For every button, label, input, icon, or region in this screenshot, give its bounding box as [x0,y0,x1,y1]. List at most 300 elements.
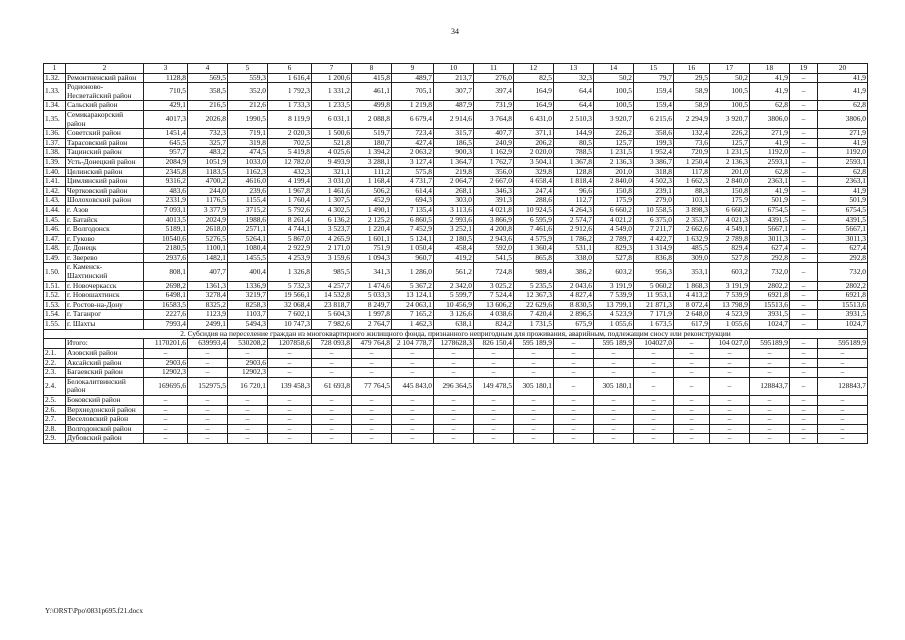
value-cell: 824,2 [474,320,514,330]
value-cell: – [818,424,868,434]
value-cell: – [750,405,790,415]
table-row [44,73,868,83]
value-cell: 7 093,1 [144,205,188,215]
value-cell: 4 021,3 [710,215,750,225]
value-cell: 1 360,4 [514,244,554,254]
value-cell: 407,7 [188,263,228,281]
value-cell: – [434,395,474,405]
value-cell: 386,2 [554,263,594,281]
value-cell: 445 843,0 [392,377,434,395]
value-cell: – [514,368,554,378]
value-cell: – [144,395,188,405]
value-cell: 1 760,4 [268,196,312,206]
value-cell: 309,0 [674,253,710,263]
value-cell: 2937,6 [144,253,188,263]
value-cell: 371,1 [514,129,554,139]
value-cell: 4 413,2 [674,291,710,301]
table-row [44,395,868,405]
value-cell: – [474,395,514,405]
value-cell: 2 104 778,7 [392,339,434,349]
row-number-cell: 1.38. [44,148,66,158]
value-cell: – [790,205,818,215]
value-cell: – [710,358,750,368]
value-cell: 732,3 [188,129,228,139]
value-cell: 19 [790,64,818,74]
budget-table-container [43,63,866,444]
territory-name-cell: г. Ростов-на-Дону [66,300,144,310]
value-cell: 595189,9 [818,339,868,349]
value-cell: 595189,9 [750,339,790,349]
value-cell: – [750,358,790,368]
value-cell: – [634,405,674,415]
value-cell: 3278,4 [188,291,228,301]
value-cell: 731,9 [474,101,514,111]
table-row [44,310,868,320]
table-row [44,167,868,177]
value-cell: – [594,358,634,368]
value-cell: 5189,1 [144,225,188,235]
value-cell: 1 731,5 [514,320,554,330]
value-cell: 6921,8 [818,291,868,301]
value-cell: – [674,368,710,378]
value-cell: – [514,405,554,415]
value-cell: 2 574,7 [554,215,594,225]
value-cell: 4 523,9 [594,310,634,320]
territory-name-cell: г. Каменск-Шахтинский [66,263,144,281]
value-cell: – [554,368,594,378]
value-cell: – [674,395,710,405]
value-cell: 292,8 [750,253,790,263]
value-cell: 288,6 [514,196,554,206]
value-cell: – [790,320,818,330]
value-cell: – [434,434,474,444]
row-number-cell: 1.43. [44,196,66,206]
row-number-cell: 1.35. [44,110,66,128]
value-cell: 325,7 [188,138,228,148]
value-cell: – [554,349,594,359]
value-cell: 603,2 [710,263,750,281]
value-cell: 645,5 [144,138,188,148]
value-cell: 307,7 [434,83,474,101]
value-cell: – [554,405,594,415]
value-cell: 1 364,7 [434,157,474,167]
row-number-cell: 1.36. [44,129,66,139]
value-cell: 595 189,9 [594,339,634,349]
value-cell: 7 524,4 [474,291,514,301]
value-cell: 216,5 [188,101,228,111]
value-cell: 117,8 [674,167,710,177]
value-cell: 724,8 [474,263,514,281]
value-cell: – [392,405,434,415]
value-cell: 429,1 [144,101,188,111]
value-cell: 638,1 [434,320,474,330]
value-cell: – [268,395,312,405]
value-cell: – [228,434,268,444]
value-cell: 1 474,6 [352,281,392,291]
territory-name-cell: Верхнедонской район [66,405,144,415]
value-cell: 125,7 [710,138,750,148]
value-cell: 1 632,9 [674,234,710,244]
value-cell: – [434,415,474,425]
value-cell: 1 219,8 [392,101,434,111]
value-cell: 6 660,2 [594,205,634,215]
territory-name-cell: Ремонтненский район [66,73,144,83]
value-cell: – [790,395,818,405]
value-cell: 3715,2 [228,205,268,215]
value-cell: 1 733,3 [268,101,312,111]
value-cell: – [790,415,818,425]
territory-name-cell: Шолоховский район [66,196,144,206]
value-cell: – [790,73,818,83]
value-cell: 3 377,9 [188,205,228,215]
value-cell: 461,1 [352,83,392,101]
value-cell: 5 060,2 [634,281,674,291]
value-cell: 1990,5 [228,110,268,128]
value-cell: – [818,434,868,444]
value-cell: 1 220,4 [352,225,392,235]
value-cell: – [268,415,312,425]
row-number-cell: 2.2. [44,358,66,368]
value-cell: 358,6 [634,129,674,139]
value-cell: 569,5 [188,73,228,83]
value-cell: 1 055,6 [594,320,634,330]
value-cell: 5 033,3 [352,291,392,301]
value-cell: 1183,5 [188,167,228,177]
value-cell: 19 566,1 [268,291,312,301]
table-row [44,196,868,206]
section-title-row [44,329,868,339]
value-cell: – [710,434,750,444]
value-cell: 16 720,1 [228,377,268,395]
value-cell: 3 031,0 [312,177,352,187]
value-cell: – [790,215,818,225]
value-cell: 400,4 [228,263,268,281]
value-cell: 2802,2 [818,281,868,291]
value-cell: 3 920,7 [594,110,634,128]
value-cell: – [594,415,634,425]
value-cell: 5494,3 [228,320,268,330]
value-cell: 1 616,4 [268,73,312,83]
value-cell: 1 231,5 [710,148,750,158]
value-cell: 18 [750,64,790,74]
value-cell: 305 180,1 [594,377,634,395]
value-cell: – [312,434,352,444]
value-cell: 4 827,4 [554,291,594,301]
value-cell: 62,8 [818,167,868,177]
value-cell: 2331,9 [144,196,188,206]
value-cell: 50,2 [594,73,634,83]
value-cell: 732,0 [818,263,868,281]
value-cell: 4017,3 [144,110,188,128]
value-cell: 150,8 [710,186,750,196]
value-cell: 6 595,9 [514,215,554,225]
table-row [44,300,868,310]
value-cell: 7 [312,64,352,74]
value-cell: 7 211,7 [634,225,674,235]
value-cell: 80,5 [554,138,594,148]
value-cell: 128,8 [554,167,594,177]
file-path-footer: Y:\ORST\Ppo\0831p695.f21.docx [45,607,143,615]
value-cell: 6921,8 [750,291,790,301]
value-cell: – [392,349,434,359]
value-cell: 1 868,3 [674,281,710,291]
value-cell: 2 789,7 [594,234,634,244]
value-cell: 788,5 [554,148,594,158]
value-cell: – [554,434,594,444]
value-cell: – [674,405,710,415]
value-cell: – [268,434,312,444]
value-cell: 2 064,7 [434,177,474,187]
value-cell: – [268,405,312,415]
value-cell: 527,8 [594,253,634,263]
value-cell: 527,8 [710,253,750,263]
value-cell: 13 798,9 [710,300,750,310]
value-cell: 479 764,8 [352,339,392,349]
value-cell: 7 461,6 [514,225,554,235]
row-number-cell: 1.33. [44,83,66,101]
value-cell: 2618,0 [188,225,228,235]
value-cell: – [474,405,514,415]
value-cell: 2 180,5 [434,234,474,244]
value-cell: 4 253,9 [268,253,312,263]
value-cell: 352,0 [228,83,268,101]
table-row [44,263,868,281]
value-cell: 3 386,7 [634,157,674,167]
value-cell: 7993,4 [144,320,188,330]
value-cell: 244,0 [188,186,228,196]
value-cell: 2026,8 [188,110,228,128]
value-cell: 58,9 [674,101,710,111]
value-cell: – [790,225,818,235]
value-cell: 4 199,4 [268,177,312,187]
value-cell: 4 265,9 [312,234,352,244]
value-cell: 125,7 [594,138,634,148]
value-cell: – [790,300,818,310]
row-number-cell: 1.51. [44,281,66,291]
value-cell: – [188,358,228,368]
value-cell: 3931,5 [750,310,790,320]
value-cell: – [674,424,710,434]
value-cell: 732,0 [750,263,790,281]
value-cell: 3806,0 [818,110,868,128]
value-cell: 6 031,1 [312,110,352,128]
value-cell: – [674,434,710,444]
territory-name-cell: г. Волгодонск [66,225,144,235]
value-cell: 144,9 [554,129,594,139]
value-cell: 41,9 [750,186,790,196]
row-number-cell: 1.39. [44,157,66,167]
row-number-cell: 1.37. [44,138,66,148]
value-cell: 219,8 [434,167,474,177]
value-cell: 103,1 [674,196,710,206]
value-cell: 8325,2 [188,300,228,310]
value-cell: 2698,2 [144,281,188,291]
row-number-cell: 1.34. [44,101,66,111]
territory-name-cell: Целинский район [66,167,144,177]
value-cell: – [514,434,554,444]
row-number-cell: 1.48. [44,244,66,254]
value-cell: – [674,415,710,425]
value-cell: 985,5 [312,263,352,281]
value-cell: – [710,415,750,425]
value-cell: – [554,424,594,434]
value-cell: – [818,415,868,425]
row-number-cell: 1.49. [44,253,66,263]
value-cell: – [710,368,750,378]
value-cell: 77 764,5 [352,377,392,395]
value-cell: 4 [188,64,228,74]
value-cell: 1 050,4 [392,244,434,254]
value-cell: 4 025,6 [312,148,352,158]
value-cell: 3 113,6 [434,205,474,215]
value-cell: 13 [554,64,594,74]
value-cell: – [594,424,634,434]
value-cell: – [594,395,634,405]
value-cell: 4 502,3 [634,177,674,187]
value-cell: 1451,4 [144,129,188,139]
value-cell: 12 367,3 [514,291,554,301]
value-cell: 3 920,7 [710,110,750,128]
value-cell: – [750,349,790,359]
value-cell: 7 135,4 [392,205,434,215]
value-cell: – [554,377,594,395]
value-cell: 13 606,2 [474,300,514,310]
value-cell: 12 782,0 [268,157,312,167]
value-cell: 485,5 [674,244,710,254]
value-cell: 397,4 [474,83,514,101]
table-row [44,101,868,111]
value-cell: – [634,377,674,395]
value-cell: 3 127,4 [392,157,434,167]
value-cell: – [790,177,818,187]
value-cell: 111,2 [352,167,392,177]
value-cell: 3 898,3 [674,205,710,215]
value-cell: 4 021,2 [594,215,634,225]
value-cell: – [188,434,228,444]
value-cell: 391,3 [474,196,514,206]
value-cell: 2593,1 [818,157,868,167]
value-cell: 100,5 [594,83,634,101]
value-cell: 2 896,5 [554,310,594,320]
value-cell: 720,9 [674,148,710,158]
value-cell: 519,7 [352,129,392,139]
value-cell: 6 660,2 [710,205,750,215]
value-cell: 276,0 [474,73,514,83]
value-cell: – [392,434,434,444]
row-number-cell: 1.46. [44,225,66,235]
value-cell: 338,0 [554,253,594,263]
value-cell: 989,4 [514,263,554,281]
value-cell: 10 558,5 [634,205,674,215]
value-cell: 694,3 [392,196,434,206]
value-cell: 531,1 [554,244,594,254]
territory-name-cell: г. Батайск [66,215,144,225]
row-number-cell: 2.9. [44,434,66,444]
value-cell: 239,6 [228,186,268,196]
value-cell: – [790,196,818,206]
value-cell: 2 136,3 [710,157,750,167]
value-cell: 132,4 [674,129,710,139]
table-row [44,138,868,148]
value-cell: – [674,358,710,368]
value-cell: 407,7 [474,129,514,139]
value-cell: 2499,1 [188,320,228,330]
value-cell: – [188,405,228,415]
territory-name-cell: г. Гуково [66,234,144,244]
territory-name-cell: г. Новочеркасск [66,281,144,291]
value-cell: 1 662,3 [674,177,710,187]
value-cell: 5 [228,64,268,74]
value-cell: – [790,263,818,281]
value-cell: 2 943,6 [474,234,514,244]
value-cell: 100,5 [710,101,750,111]
value-cell: 561,2 [434,263,474,281]
value-cell: 1 233,5 [312,101,352,111]
value-cell: 1 307,5 [312,196,352,206]
value-cell: 2 764,7 [352,320,392,330]
value-cell: 6754,5 [750,205,790,215]
value-cell: 2180,5 [144,244,188,254]
value-cell: 64,4 [554,83,594,101]
value-cell: – [790,129,818,139]
row-number-cell: 1.40. [44,167,66,177]
value-cell: 1170201,6 [144,339,188,349]
value-cell: – [790,167,818,177]
value-cell: 4 658,4 [514,177,554,187]
value-cell: 2345,8 [144,167,188,177]
value-cell: 41,9 [818,83,868,101]
value-cell: 64,4 [554,101,594,111]
value-cell: – [228,349,268,359]
territory-name-cell: Цимлянский район [66,177,144,187]
value-cell: 22 629,6 [514,300,554,310]
value-cell: 415,8 [352,73,392,83]
territory-name-cell: Тарасовский район [66,138,144,148]
value-cell: – [434,424,474,434]
value-cell: 2 043,6 [554,281,594,291]
value-cell: – [352,395,392,405]
table-row [44,281,868,291]
value-cell: 705,1 [392,83,434,101]
territory-name-cell: г. Шахты [66,320,144,330]
value-cell: 10 [434,64,474,74]
value-cell: 2903,6 [144,358,188,368]
value-cell: – [392,415,434,425]
value-cell: 960,7 [392,253,434,263]
value-cell: 1 286,0 [392,263,434,281]
value-cell: 268,1 [434,186,474,196]
territory-name-cell: Советский район [66,129,144,139]
value-cell: 900,3 [434,148,474,158]
value-cell: 7 165,2 [392,310,434,320]
table-row [44,377,868,395]
value-cell: 1024,7 [750,320,790,330]
value-cell: 41,9 [750,73,790,83]
value-cell: 5 867,0 [268,234,312,244]
value-cell: 159,4 [634,83,674,101]
value-cell: 1192,0 [750,148,790,158]
value-cell: 7 982,6 [312,320,352,330]
value-cell: – [750,434,790,444]
territory-name-cell: Итого: [66,339,144,349]
value-cell: – [268,368,312,378]
value-cell: 1207858,6 [268,339,312,349]
value-cell: 247,4 [514,186,554,196]
value-cell: 32 068,4 [268,300,312,310]
value-cell: 1988,6 [228,215,268,225]
value-cell: 279,0 [634,196,674,206]
value-cell: – [268,358,312,368]
